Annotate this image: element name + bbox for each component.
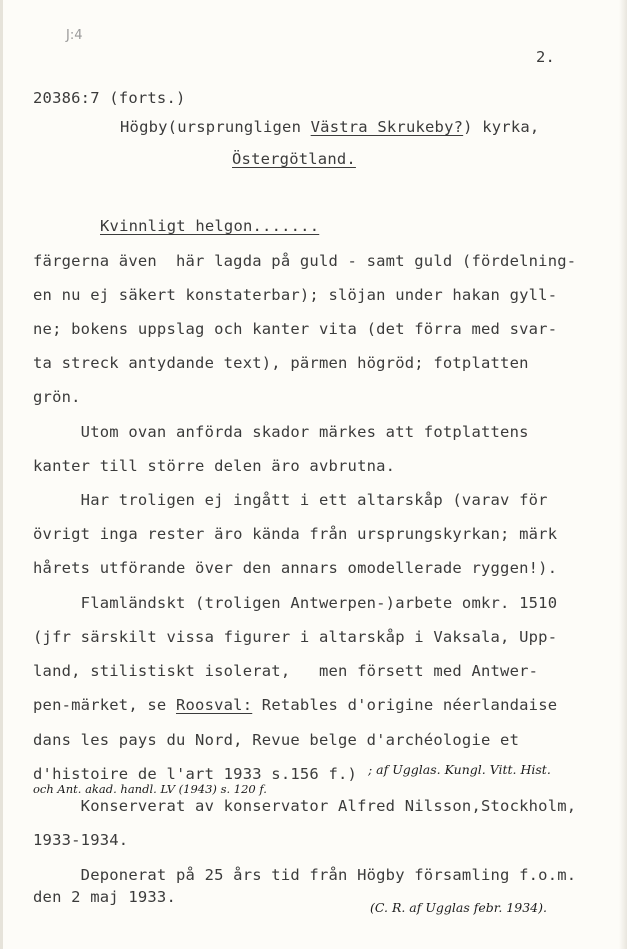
deposit-line: den 2 maj 1933. [33,888,176,906]
church-title [120,118,539,136]
handwritten-reference-2: och Ant. akad. handl. LV (1943) s. 120 f. [33,782,267,796]
body-line: en nu ej säkert konstaterbar); slöjan under hakan gyll- [33,286,558,304]
body-line [33,696,557,714]
handwritten-reference-1: ; af Ugglas. Kungl. Vitt. Hist. [368,762,551,777]
body-line: (jfr särskilt vissa figurer i altarskåp i Vaksala, Upp- [33,628,558,646]
author-name: Roosval: [175,696,253,714]
body-line: Utom ovan anförda skador märkes att fotplattens [33,423,529,441]
body-line: övrigt inga rester äro kända från ursprungskyrkan; märk [33,525,558,543]
body-line: dans les pays du Nord, Revue belge d'archéologie et [33,731,520,749]
body-line: kanter till större delen äro avbrutna. [33,457,396,475]
church-title-suffix: ) kyrka, [463,118,540,136]
paper-edge [0,0,3,949]
body-line: d'histoire de l'art 1933 s.156 f.) [33,765,358,783]
page-number: 2. [536,48,556,66]
body-line: ne; bokens uppslag och kanter vita (det förra med svar- [33,320,558,338]
conservation-line: Konserverat av konservator Alfred Nilsson,Stockholm, [33,797,577,815]
body-line: Har troligen ej ingått i ett altarskåp (varav för [33,491,548,509]
body-text: pen-märket, se [33,696,176,714]
publication-title: Retables d'origine néerlandaise [252,696,558,714]
body-line: Flamländskt (troligen Antwerpen-)arbete omkr. 1510 [33,594,558,612]
catalog-reference: 20386:7 (forts.) [33,89,186,107]
church-title-prefix: Högby(ursprungligen [120,118,311,136]
body-line: hårets utförande över den annars omodellerade ryggen!). [33,559,558,577]
body-line: ta streck antydande text), pärmen högröd; fotplatten [33,354,529,372]
body-line: grön. [33,388,81,406]
pencil-mark: J:4 [66,28,83,43]
province: Östergötland. [232,150,356,168]
heading-text: Kvinnligt helgon....... [100,217,320,235]
handwritten-signature: (C. R. af Ugglas febr. 1934). [370,900,547,915]
conservation-years: 1933-1934. [33,831,129,849]
section-heading [100,217,319,235]
body-line: land, stilistiskt isolerat, men försett med Antwer- [33,662,539,680]
paper-edge-shadow [619,0,627,949]
deposit-line: Deponerat på 25 års tid från Högby församling f.o.m. [33,866,577,884]
church-original-name: Västra Skrukeby? [310,118,464,136]
body-line: färgerna även här lagda på guld - samt guld (fördelning- [33,252,577,270]
